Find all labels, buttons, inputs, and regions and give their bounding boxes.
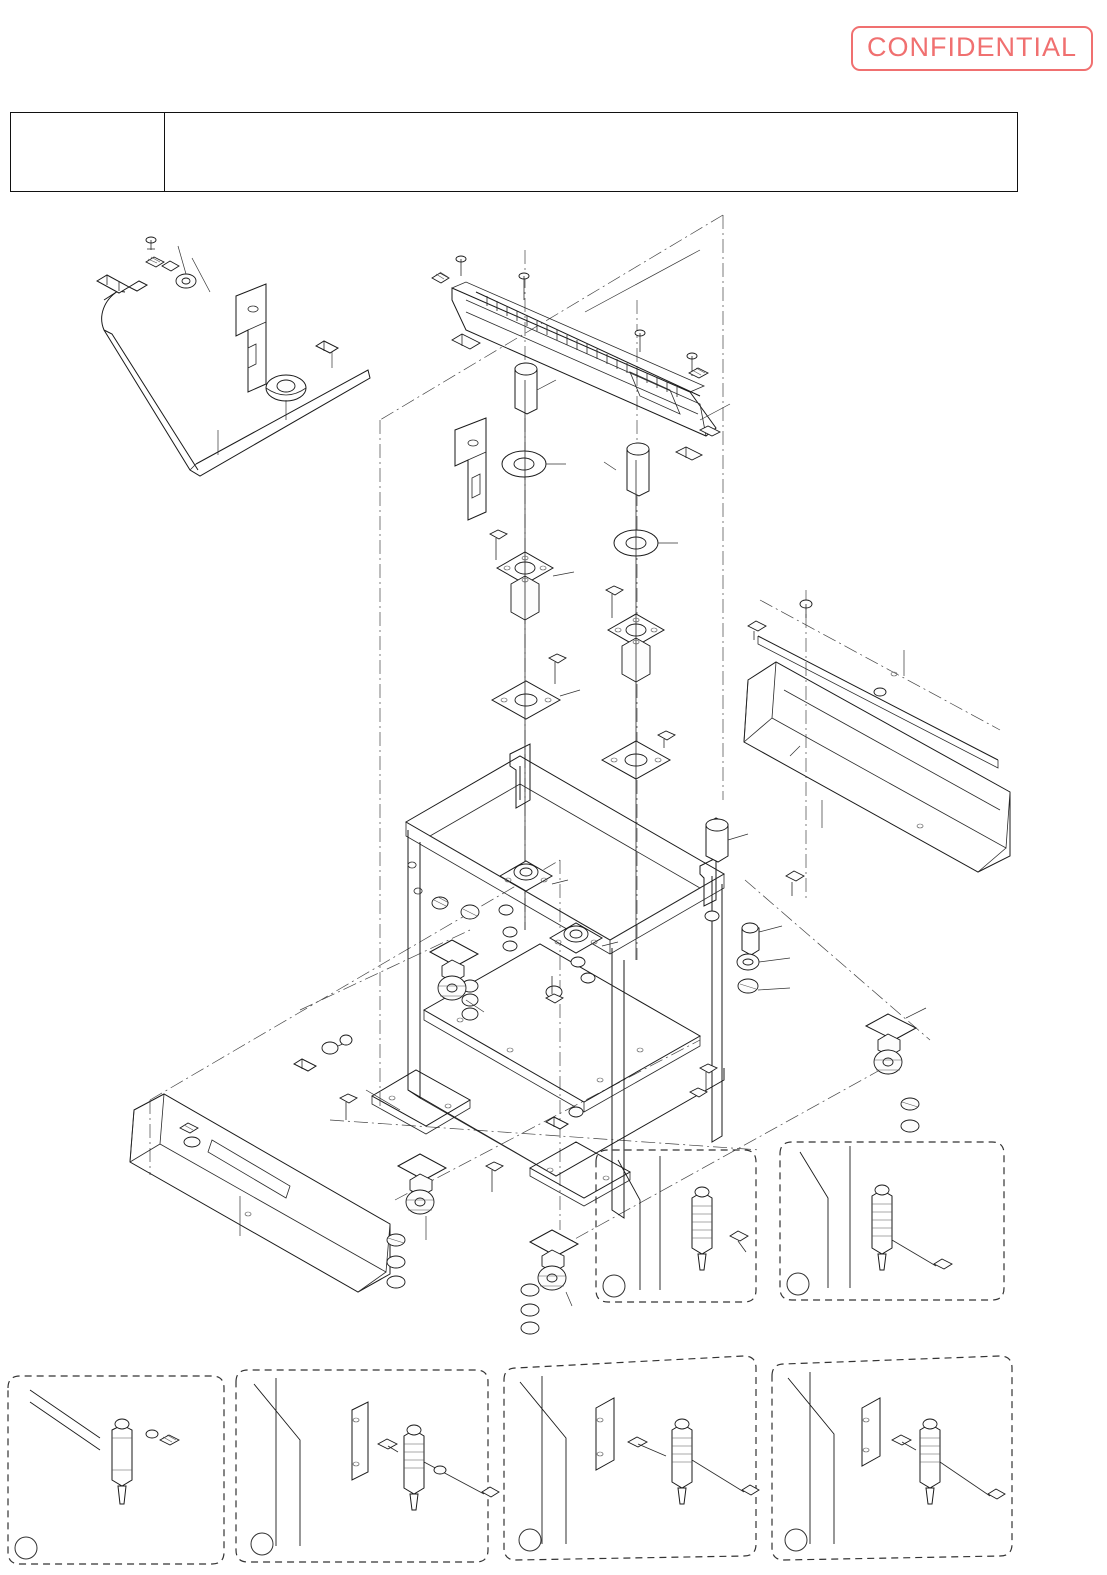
- detail-callout-b: [236, 1370, 499, 1562]
- detail-callout-c: [504, 1356, 759, 1560]
- fastener-cluster-right: [690, 818, 804, 1097]
- left-chute-guard: [130, 1094, 390, 1292]
- confidential-stamp: CONFIDENTIAL: [851, 26, 1093, 71]
- detail-callout-e: [596, 1150, 756, 1302]
- caster-rear-right: [521, 1230, 578, 1334]
- detail-callout-a: [8, 1376, 224, 1564]
- linear-rail-assembly: [432, 250, 730, 460]
- detail-callout-f: [780, 1142, 1004, 1300]
- right-chute-guard: [744, 600, 1010, 872]
- shaft-post-left: [490, 363, 580, 930]
- detail-callout-d: [772, 1356, 1012, 1560]
- flange-bearing-frame-left: [500, 861, 568, 891]
- caster-rear-left: [387, 1154, 446, 1288]
- centerlines: [150, 215, 1000, 1250]
- welded-frame: [372, 744, 724, 1218]
- caster-front-right: [866, 1008, 926, 1132]
- handle-bar-bracket-assembly: [97, 237, 486, 520]
- shaft-post-right: [602, 443, 678, 960]
